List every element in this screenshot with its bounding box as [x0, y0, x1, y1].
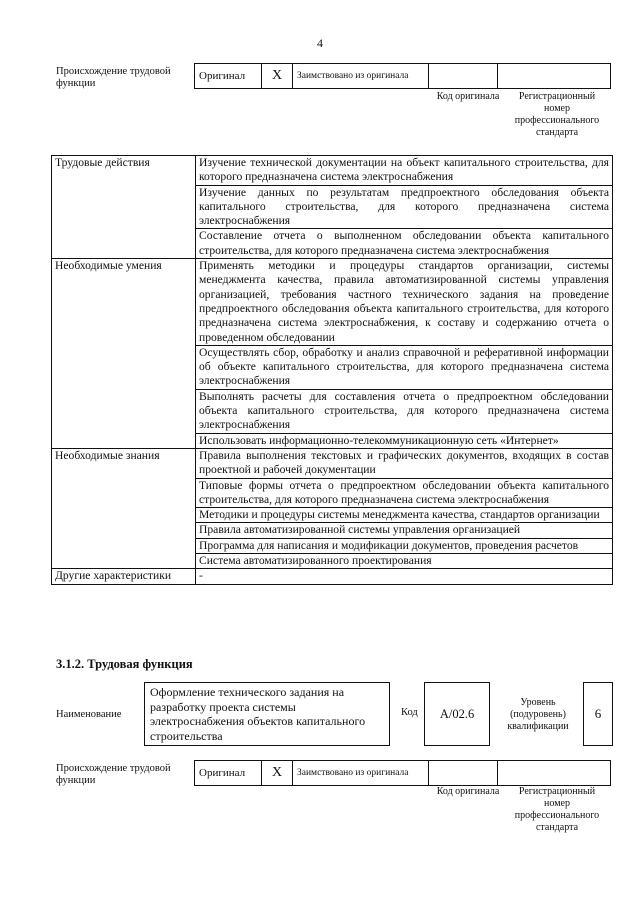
table-row: [52, 448, 613, 478]
origin-table: [194, 63, 611, 89]
origin-original-bottom: Оригинал: [195, 761, 262, 786]
row-item: Программа для написания и модификации документов, проведения расчетов: [196, 538, 613, 553]
row-item: Применять методики и процедуры стандартов организации, системы менеджмента качества, правила автоматизированной системы управления организацией, требования частного технического задания на проведение предпроектного обследования объекта капитального строительства, для которого предназначена система электроснабжения, к составу и содержанию отчета о проведенном обследовании: [196, 259, 613, 346]
origin-code-caption-bottom: Код оригинала: [436, 786, 500, 797]
row-item: Составление отчета о выполненном обследовании объекта капитального строительства, для которого предназначена система электроснабжения: [196, 229, 613, 259]
level-label: Уровень (подуровень) квалификации: [507, 697, 569, 732]
row-item: Изучение данных по результатам предпроектного обследования объекта капитального строительства, для которого предназначена система электроснабжения: [196, 185, 613, 229]
row-header: Трудовые действия: [52, 156, 196, 259]
table-row: [52, 259, 613, 346]
code-value: A/02.6: [424, 682, 490, 746]
code-label: Код: [401, 707, 418, 718]
row-item: Правила выполнения текстовых и графических документов, входящих в состав проектной и рабочей документации: [196, 448, 613, 478]
table-row: [52, 156, 613, 186]
table-row: [52, 569, 613, 584]
row-item: Использовать информационно-телекоммуникационную сеть «Интернет»: [196, 433, 613, 448]
origin-borrowed-bottom: Заимствовано из оригинала: [293, 761, 429, 786]
origin-code-cell: [429, 64, 498, 89]
name-label: Наименование: [56, 709, 122, 720]
page-number: 4: [317, 36, 323, 50]
row-item: Типовые формы отчета о предпроектном обследовании объекта капитального строительства, для которого предназначена система электроснабжения: [196, 478, 613, 508]
origin-reg-caption-bottom: Регистрационный номер профессионального стандарта: [514, 786, 600, 833]
row-item: Система автоматизированного проектирования: [196, 554, 613, 569]
origin-mark: X: [262, 64, 293, 89]
origin-borrowed: Заимствовано из оригинала: [293, 64, 429, 89]
origin-table-bottom: [194, 760, 611, 786]
origin-reg-cell-bottom: [498, 761, 611, 786]
origin-mark-bottom: X: [262, 761, 293, 786]
row-item: Методики и процедуры системы менеджмента качества, стандартов организации: [196, 508, 613, 523]
origin-code-caption: Код оригинала: [436, 91, 500, 102]
row-item: -: [196, 569, 613, 584]
level-value: 6: [583, 682, 613, 746]
origin-reg-caption: Регистрационный номер профессионального стандарта: [514, 91, 600, 138]
name-value: Оформление технического задания на разработку проекта системы электроснабжения объектов капитального строительства: [144, 682, 390, 746]
section-title: 3.1.2. Трудовая функция: [56, 657, 193, 671]
row-item: Правила автоматизированной системы управления организацией: [196, 523, 613, 538]
row-header: Необходимые знания: [52, 448, 196, 568]
row-item: Осуществлять сбор, обработку и анализ справочной и реферативной информации об объекте капитального строительства, для которого предназначена система электроснабжения: [196, 345, 613, 389]
origin-original: Оригинал: [195, 64, 262, 89]
row-item: Выполнять расчеты для составления отчета о предпроектном обследовании объекта капитального строительства, для которого предназначена система электроснабжения: [196, 389, 613, 433]
origin-code-cell-bottom: [429, 761, 498, 786]
origin-label-bottom: Происхождение трудовой функции: [56, 763, 171, 786]
origin-reg-cell: [498, 64, 611, 89]
row-item: Изучение технической документации на объект капитального строительства, для которого предназначена система электроснабжения: [196, 156, 613, 186]
origin-label: Происхождение трудовой функции: [56, 66, 171, 89]
table-body: [52, 156, 613, 585]
row-header: Другие характеристики: [52, 569, 196, 584]
row-header: Необходимые умения: [52, 259, 196, 449]
labor-function-table: [51, 155, 613, 585]
